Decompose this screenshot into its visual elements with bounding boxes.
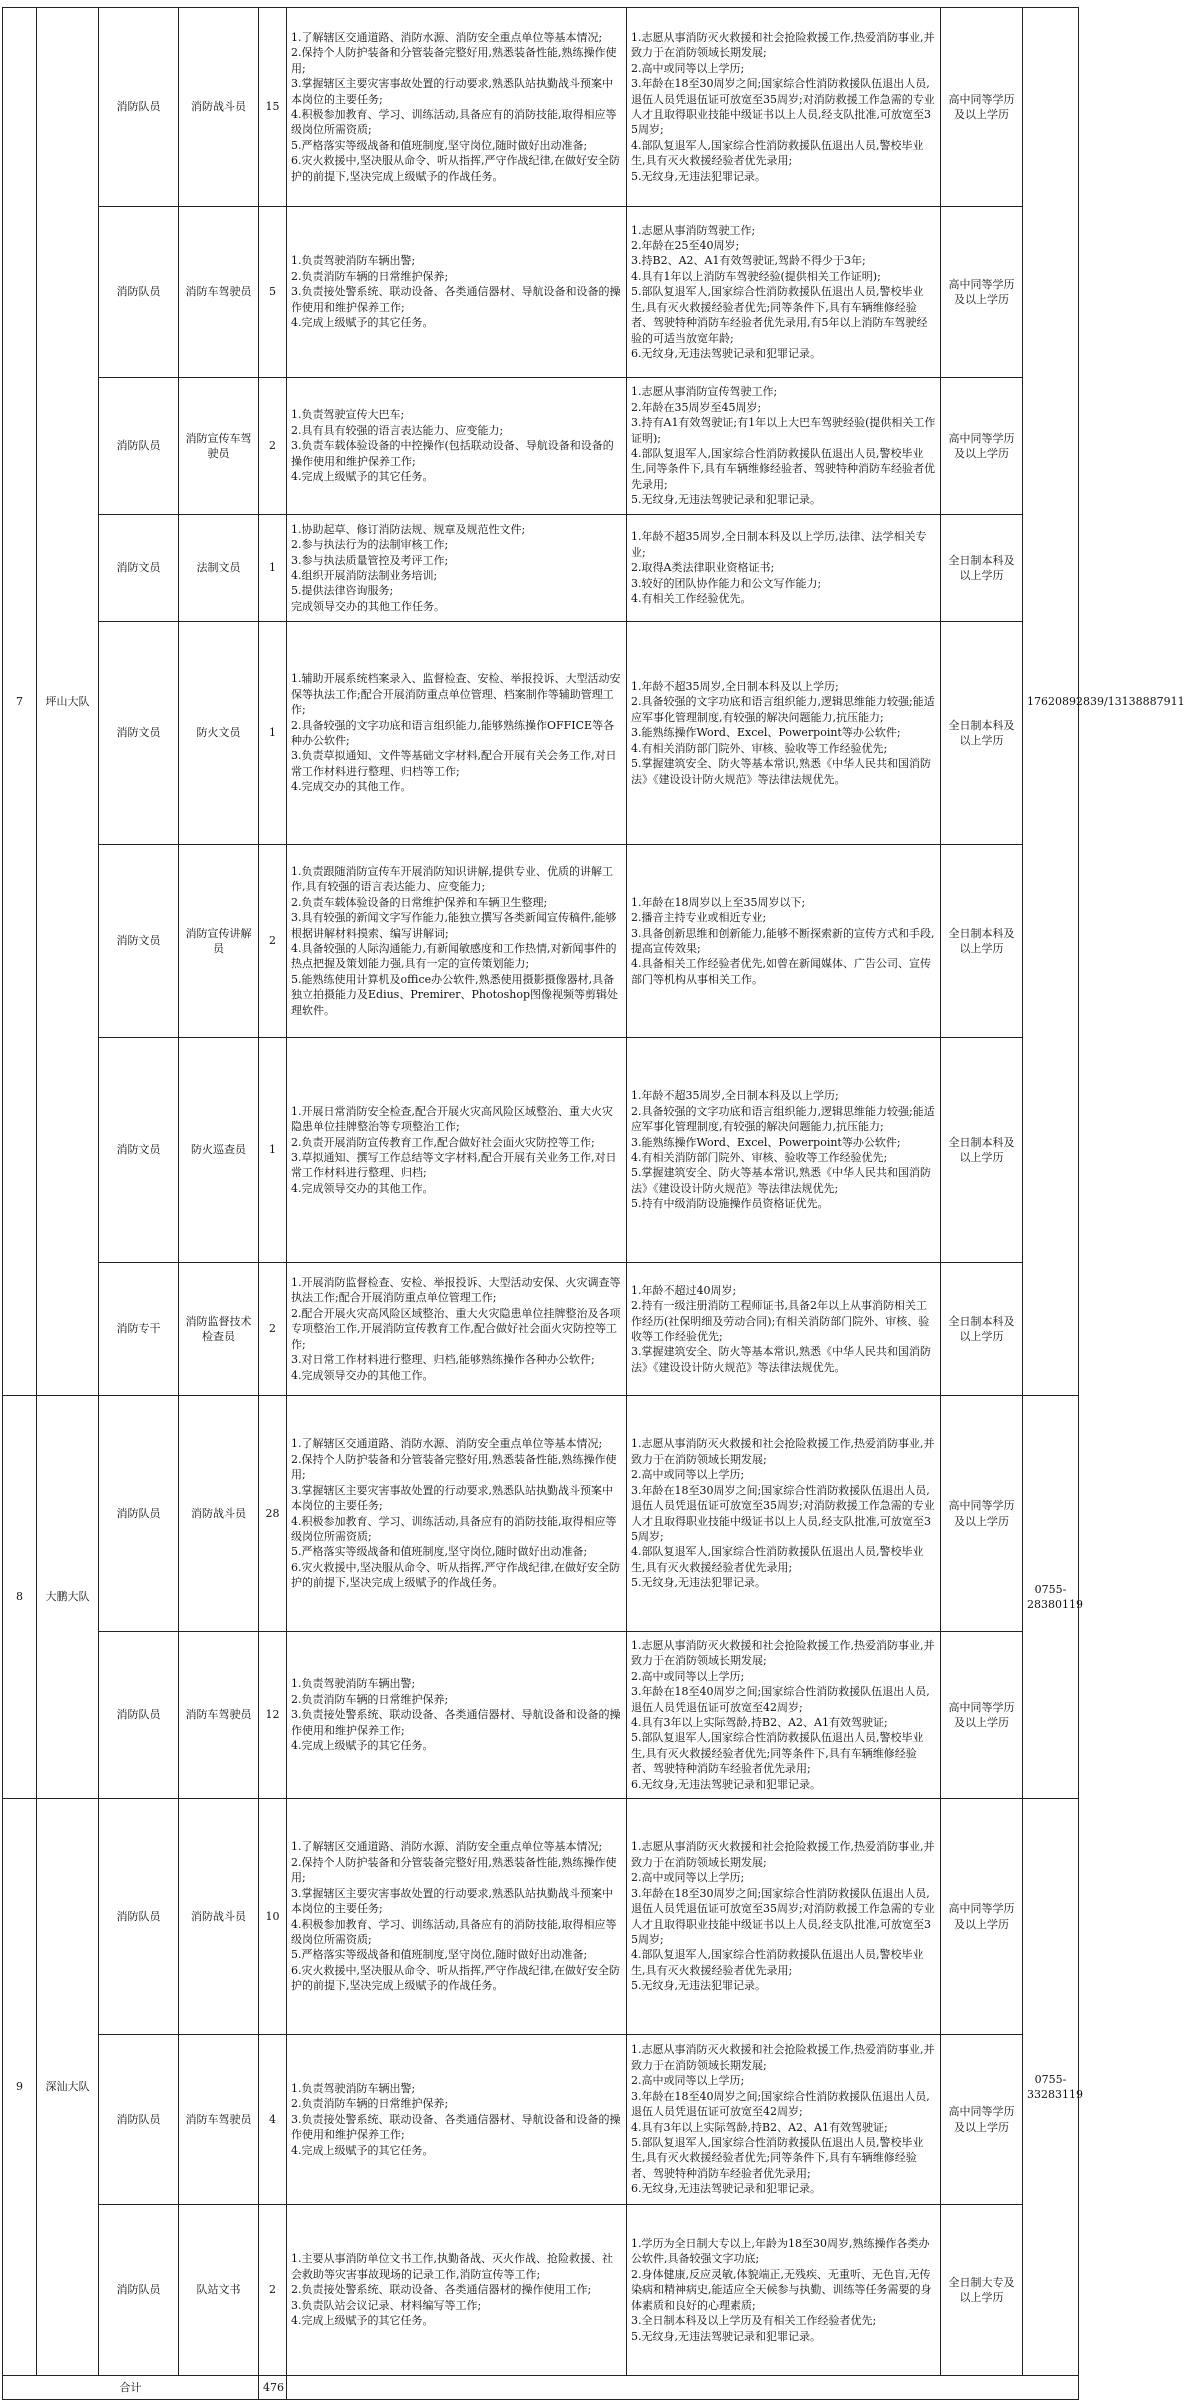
- post-requirements-line: 5.无纹身,无违法犯罪记录。: [631, 1576, 766, 1590]
- post-duties-line: 1.开展消防监督检查、安检、举报投诉、大型活动安保、火灾调查等执法工作;配合开展消防重点单位管理工作;: [291, 1276, 621, 1305]
- post-duties-line: 2.负责车载体验设备的日常维护保养和车辆卫生整理;: [291, 895, 548, 909]
- table-row: [3, 1632, 1079, 1799]
- post-education: 高中同等学历及以上学历: [941, 2035, 1023, 2205]
- post-requirements-line: 5.部队复退军人,国家综合性消防救援队伍退出人员,警校毕业生,具有灭火救援经验者优先;同等条件下,具有车辆维修经验者、驾驶特种消防车经验者优先录用;: [631, 2135, 924, 2180]
- post-duties-line: 1.了解辖区交通道路、消防水源、消防安全重点单位等基本情况;: [291, 30, 603, 44]
- table-row: [3, 845, 1079, 1038]
- post-requirements-line: 5.无纹身,无违法犯罪记录。: [631, 1979, 766, 1993]
- table-row: [3, 1038, 1079, 1263]
- post-requirements-line: 5.无纹身,无违法驾驶记录和犯罪记录。: [631, 493, 821, 507]
- post-duties-line: 5.严格落实等级战备和值班制度,坚守岗位,随时做好出动准备;: [291, 1948, 588, 1962]
- post-requirements-line: 3.能熟练操作Word、Excel、Powerpoint等办公软件;: [631, 1135, 901, 1149]
- team-name: 大鹏大队: [37, 1396, 99, 1799]
- post-duties-line: 6.灾火救援中,坚决服从命令、听从指挥,严守作战纪律,在做好安全防护的前提下,坚决完成上级赋予的作战任务。: [291, 1560, 620, 1590]
- table-row: [3, 515, 1079, 622]
- post-duties-line: 2.保持个人防护装备和分管装备完整好用,熟悉装备性能,熟练操作使用;: [291, 1855, 617, 1885]
- post-education: 高中同等学历及以上学历: [941, 1632, 1023, 1799]
- post-duties-line: 3.具有较强的新闻文字写作能力,能独立撰写各类新闻宣传稿件,能够根据讲解材料摸索、编写讲解词;: [291, 911, 617, 940]
- post-requirements-line: 3.年龄在18至30周岁之间;国家综合性消防救援队伍退出人员,退伍人员凭退伍证可放宽至35周岁;对消防救援工作急需的专业人才且取得职业技能中级证书以上人员,经支队批准,可放宽至35周岁;: [631, 77, 935, 137]
- post-requirements-line: 5.掌握建筑安全、防火等基本常识,熟悉《中华人民共和国消防法》《建设设计防火规范》等法律法规优先;: [631, 1166, 931, 1195]
- post-requirements-line: 1.年龄不超过40周岁;: [631, 1283, 737, 1297]
- post-duties-line: 2.负责开展消防宣传教育工作,配合做好社会面火灾防控等工作;: [291, 1135, 595, 1149]
- post-duties-line: 4.积极参加教育、学习、训练活动,具备应有的消防技能,取得相应等级岗位所需资质;: [291, 108, 617, 137]
- post-duties-line: 4.完成领导交办的其他工作。: [291, 1181, 434, 1195]
- post-requirements-line: 3.年龄在18至40周岁之间;国家综合性消防救援队伍退出人员,退伍人员凭退伍证可放宽至42周岁;: [631, 2089, 930, 2119]
- team-name: 深汕大队: [37, 1799, 99, 2376]
- recruitment-table: [2, 7, 1185, 2400]
- post-name: 消防车驾驶员: [179, 2035, 259, 2205]
- post-requirements-line: 4.有相关工作经验优先。: [631, 592, 752, 606]
- post-requirements-line: 2.高中或同等以上学历;: [631, 61, 745, 75]
- total-label: 合计: [3, 2376, 259, 2400]
- post-duties: [287, 622, 627, 845]
- post-duties-line: 6.灾火救援中,坚决服从命令、听从指挥,严守作战纪律,在做好安全防护的前提下,坚决完成上级赋予的作战任务。: [291, 154, 620, 183]
- post-requirements-line: 4.具备相关工作经验者优先,如曾在新闻媒体、广告公司、宣传部门等机构从事相关工作。: [631, 957, 931, 986]
- post-duties-line: 2.保持个人防护装备和分管装备完整好用,熟悉装备性能,熟练操作使用;: [291, 46, 617, 75]
- post-duties-line: 1.负责驾驶消防车辆出警;: [291, 2081, 416, 2095]
- post-duties-line: 1.了解辖区交通道路、消防水源、消防安全重点单位等基本情况;: [291, 1437, 603, 1451]
- post-duties: [287, 515, 627, 622]
- post-duties-line: 5.严格落实等级战备和值班制度,坚守岗位,随时做好出动准备;: [291, 138, 588, 152]
- post-duties: [287, 1263, 627, 1396]
- post-type: 消防文员: [99, 845, 179, 1038]
- post-requirements-line: 2.身体健康,反应灵敏,体貌端正,无残疾、无重听、无色盲,无传染病和精神病史,能适应全天候参与执勤、训练等任务需要的身体素质和良好的心理素质;: [631, 2267, 932, 2312]
- post-name: 消防宣传讲解员: [179, 845, 259, 1038]
- post-duties: [287, 1396, 627, 1632]
- post-requirements: [627, 8, 941, 207]
- post-requirements-line: 1.志愿从事消防灭火救援和社会抢险救援工作,热爱消防事业,并致力于在消防领域长期发展;: [631, 1638, 935, 1668]
- post-type: 消防队员: [99, 207, 179, 378]
- post-requirements: [627, 1038, 941, 1263]
- post-requirements-line: 4.有相关消防部门院外、审核、验收等工作经验优先;: [631, 741, 888, 755]
- post-requirements: [627, 2205, 941, 2376]
- table-row: [3, 1396, 1079, 1632]
- post-requirements-line: 1.学历为全日制大专以上,年龄为18至30周岁,熟练操作各类办公软件,具备较强文字功底;: [631, 2237, 930, 2266]
- post-duties-line: 1.主要从事消防单位文书工作,执勤备战、灭火作战、抢险救援、社会救助等灾害事故现场的记录工作,消防宣传等工作;: [291, 2252, 613, 2281]
- post-requirements-line: 1.志愿从事消防驾驶工作;: [631, 223, 756, 237]
- post-education: 全日制本科及以上学历: [941, 515, 1023, 622]
- post-count: 28: [259, 1396, 287, 1632]
- table-row: [3, 2035, 1079, 2205]
- post-requirements-line: 5.掌握建筑安全、防火等基本常识,熟悉《中华人民共和国消防法》《建设设计防火规范》等法律法规优先。: [631, 757, 931, 786]
- post-duties-line: 3.负责接处警系统、联动设备、各类通信器材、导航设备和设备的操作使用和维护保养工作;: [291, 285, 621, 314]
- post-requirements-line: 4.部队复退军人,国家综合性消防救援队伍退出人员,警校毕业生,同等条件下,具有车辆维修经验者、驾驶特种消防车经验者优先录用;: [631, 447, 935, 491]
- post-type: 消防专干: [99, 1263, 179, 1396]
- post-requirements-line: 1.志愿从事消防灭火救援和社会抢险救援工作,热爱消防事业,并致力于在消防领域长期发展;: [631, 1840, 935, 1869]
- post-count: 15: [259, 8, 287, 207]
- post-type: 消防队员: [99, 378, 179, 515]
- post-duties-line: 3.负责队站会议记录、材料编写等工作;: [291, 2298, 482, 2312]
- post-duties-line: 1.了解辖区交通道路、消防水源、消防安全重点单位等基本情况;: [291, 1840, 603, 1854]
- post-duties-line: 4.完成上级赋予的其它任务。: [291, 1739, 434, 1753]
- post-duties-line: 2.具备较强的文字功底和语言组织能力,能够熟练操作OFFICE等各种办公软件;: [291, 718, 615, 747]
- post-requirements-line: 3.持B2、A2、A1有效驾驶证,驾龄不得少于3年;: [631, 254, 866, 268]
- post-duties-line: 2.具有具有较强的语言表达能力、应变能力;: [291, 423, 504, 437]
- team-index: 7: [3, 8, 37, 1396]
- post-requirements: [627, 1263, 941, 1396]
- post-requirements-line: 4.部队复退军人,国家综合性消防救援队伍退出人员,警校毕业生,具有灭火救援经验者优先录用;: [631, 1545, 924, 1574]
- post-requirements-line: 1.志愿从事消防灭火救援和社会抢险救援工作,热爱消防事业,并致力于在消防领域长期发展;: [631, 2043, 935, 2072]
- post-requirements-line: 2.持有一级注册消防工程师证书,具备2年以上从事消防相关工作经历(社保明细及劳动合同);有相关消防部门院外、审核、验收等工作经验优先;: [631, 1299, 930, 1343]
- post-duties-line: 3.掌握辖区主要灾害事故处置的行动要求,熟悉队站执勤战斗预案中本岗位的主要任务;: [291, 1886, 613, 1916]
- team-phone: 17620892839/13138887911: [1023, 8, 1079, 1396]
- post-requirements-line: 2.年龄在25至40周岁;: [631, 239, 740, 253]
- post-duties-line: 5.能熟练使用计算机及office办公软件,熟悉使用摄影摄像器材,具备独立拍摄能力及Edius、Premirer、Photoshop图像视频等剪辑处理软件。: [291, 972, 619, 1017]
- post-duties-line: 2.保持个人防护装备和分管装备完整好用,熟悉装备性能,熟练操作使用;: [291, 1452, 617, 1482]
- post-requirements-line: 1.年龄在18周岁以上至35周岁以下;: [631, 895, 806, 909]
- post-requirements: [627, 378, 941, 515]
- post-requirements-line: 6.无纹身,无违法驾驶记录和犯罪记录。: [631, 1777, 821, 1791]
- post-count: 10: [259, 1799, 287, 2035]
- post-type: 消防文员: [99, 1038, 179, 1263]
- post-requirements-line: 1.年龄不超35周岁,全日制本科及以上学历;: [631, 1089, 839, 1103]
- post-duties-line: 4.完成上级赋予的其它任务。: [291, 2314, 434, 2328]
- team-phone: 0755-28380119: [1023, 1396, 1079, 1799]
- post-count: 2: [259, 1263, 287, 1396]
- post-duties-line: 6.灾火救援中,坚决服从命令、听从指挥,严守作战纪律,在做好安全防护的前提下,坚决完成上级赋予的作战任务。: [291, 1963, 620, 1993]
- total-row: [3, 2376, 1079, 2400]
- post-requirements-line: 5.持有中级消防设施操作员资格证优先。: [631, 1197, 829, 1211]
- post-count: 5: [259, 207, 287, 378]
- post-duties-line: 3.参与执法质量管控及考评工作;: [291, 553, 449, 567]
- post-requirements-line: 2.高中或同等以上学历;: [631, 2074, 745, 2088]
- post-duties-line: 4.完成上级赋予的其它任务。: [291, 470, 434, 484]
- post-count: 12: [259, 1632, 287, 1799]
- post-duties-line: 3.负责接处警系统、联动设备、各类通信器材、导航设备和设备的操作使用和维护保养工作;: [291, 2112, 621, 2142]
- post-count: 2: [259, 378, 287, 515]
- post-education: 全日制本科及以上学历: [941, 845, 1023, 1038]
- post-duties: [287, 845, 627, 1038]
- post-requirements-line: 6.无纹身,无违法驾驶记录和犯罪记录。: [631, 346, 821, 360]
- post-requirements-line: 5.部队复退军人,国家综合性消防救援队伍退出人员,警校毕业生,具有灭火救援经验者优先;同等条件下,具有车辆维修经验者、驾驶特种消防车经验者优先录用,有5年以上消防车驾驶经验的可适当放宽年龄;: [631, 285, 928, 345]
- post-type: 消防队员: [99, 1799, 179, 2035]
- post-duties: [287, 8, 627, 207]
- post-requirements-line: 3.掌握建筑安全、防火等基本常识,熟悉《中华人民共和国消防法》《建设设计防火规范》等法律法规优先。: [631, 1345, 931, 1374]
- team-name: 坪山大队: [37, 8, 99, 1396]
- post-duties-line: 3.掌握辖区主要灾害事故处置的行动要求,熟悉队站执勤战斗预案中本岗位的主要任务;: [291, 77, 613, 106]
- post-type: 消防队员: [99, 1396, 179, 1632]
- post-name: 防火巡查员: [179, 1038, 259, 1263]
- post-duties-line: 3.负责草拟通知、文件等基础文字材料,配合开展有关会务工作,对日常工作材料进行整理、归档等工作;: [291, 749, 617, 778]
- table-row: [3, 1799, 1079, 2035]
- post-education: 高中同等学历及以上学历: [941, 1799, 1023, 2035]
- post-count: 2: [259, 845, 287, 1038]
- post-name: 消防车驾驶员: [179, 1632, 259, 1799]
- post-education: 高中同等学历及以上学历: [941, 378, 1023, 515]
- post-count: 2: [259, 2205, 287, 2376]
- post-requirements-line: 5.部队复退军人,国家综合性消防救援队伍退出人员,警校毕业生,具有灭火救援经验者优先;同等条件下,具有车辆维修经验者、驾驶特种消防车经验者优先录用;: [631, 1731, 924, 1776]
- post-requirements-line: 1.年龄不超35周岁,全日制本科及以上学历;: [631, 680, 839, 694]
- post-requirements-line: 6.无纹身,无违法驾驶记录和犯罪记录。: [631, 2182, 821, 2196]
- post-requirements-line: 3.持有A1有效驾驶证;有1年以上大巴车驾驶经验(提供相关工作证明);: [631, 416, 936, 445]
- post-duties-line: 3.负责车载体验设备的中控操作(包括联动设备、导航设备和设备的操作使用和维护保养工作;: [291, 439, 614, 468]
- post-duties-line: 4.组织开展消防法制业务培训;: [291, 569, 438, 582]
- post-requirements-line: 5.无纹身,无违法犯罪记录。: [631, 169, 766, 183]
- post-duties-line: 4.完成领导交办的其他工作。: [291, 1368, 434, 1382]
- post-duties-line: 5.提供法律咨询服务;: [291, 584, 394, 598]
- post-duties-line: 1.开展日常消防安全检查,配合开展火灾高风险区域整治、重大火灾隐患单位挂牌整治等专项整治工作;: [291, 1104, 613, 1134]
- post-requirements-line: 2.高中或同等以上学历;: [631, 1669, 745, 1683]
- post-requirements-line: 2.年龄在35周岁至45周岁;: [631, 400, 762, 414]
- post-requirements-line: 4.部队复退军人,国家综合性消防救援队伍退出人员,警校毕业生,具有灭火救援经验者优先录用;: [631, 138, 924, 168]
- post-duties-line: 4.完成上级赋予的其它任务。: [291, 316, 434, 330]
- post-requirements: [627, 1632, 941, 1799]
- post-requirements-line: 2.高中或同等以上学历;: [631, 1871, 745, 1885]
- post-name: 消防车驾驶员: [179, 207, 259, 378]
- table-row: [3, 1263, 1079, 1396]
- table-row: [3, 207, 1079, 378]
- post-duties: [287, 2035, 627, 2205]
- post-requirements-line: 4.具有1年以上消防车驾驶经验(提供相关工作证明);: [631, 269, 881, 283]
- post-requirements: [627, 1799, 941, 2035]
- post-type: 消防文员: [99, 622, 179, 845]
- post-duties-line: 1.负责驾驶消防车辆出警;: [291, 1677, 416, 1691]
- post-duties: [287, 1799, 627, 2035]
- post-count: 4: [259, 2035, 287, 2205]
- post-requirements-line: 4.有相关消防部门院外、审核、验收等工作经验优先;: [631, 1151, 888, 1164]
- post-name: 防火文员: [179, 622, 259, 845]
- post-requirements-line: 3.具备创新思维和创新能力,能够不断探索新的宣传方式和手段,提高宣传效果;: [631, 926, 935, 955]
- post-requirements-line: 3.年龄在18至30周岁之间;国家综合性消防救援队伍退出人员,退伍人员凭退伍证可放宽至35周岁;对消防救援工作急需的专业人才且取得职业技能中级证书以上人员,经支队批准,可放宽至35周岁;: [631, 1483, 935, 1543]
- post-duties-line: 2.负责消防车辆的日常维护保养;: [291, 1692, 449, 1706]
- team-phone: 0755-33283119: [1023, 1799, 1079, 2376]
- table-row: [3, 8, 1079, 207]
- post-requirements-line: 4.部队复退军人,国家综合性消防救援队伍退出人员,警校毕业生,具有灭火救援经验者优先录用;: [631, 1948, 924, 1977]
- post-name: 消防战斗员: [179, 1799, 259, 2035]
- post-duties-line: 1.辅助开展系统档案录入、监督检查、安检、举报投诉、大型活动安保等执法工作;配合开展消防重点单位管理、档案制作等辅助管理工作;: [291, 672, 621, 717]
- post-type: 消防队员: [99, 1632, 179, 1799]
- post-type: 消防队员: [99, 2035, 179, 2205]
- post-education: 全日制本科及以上学历: [941, 1263, 1023, 1396]
- post-name: 消防宣传车驾驶员: [179, 378, 259, 515]
- post-requirements-line: 4.具有3年以上实际驾龄,持B2、A2、A1有效驾驶证;: [631, 2120, 888, 2134]
- post-education: 全日制本科及以上学历: [941, 622, 1023, 845]
- post-count: 1: [259, 622, 287, 845]
- post-duties-line: 2.负责消防车辆的日常维护保养;: [291, 2097, 449, 2111]
- post-requirements-line: 2.高中或同等以上学历;: [631, 1468, 745, 1482]
- post-name: 消防战斗员: [179, 1396, 259, 1632]
- post-requirements-line: 1.志愿从事消防宣传驾驶工作;: [631, 385, 778, 399]
- post-education: 全日制大专及以上学历: [941, 2205, 1023, 2376]
- post-requirements-line: 2.具备较强的文字功底和语言组织能力,逻辑思维能力较强;能适应军事化管理制度,有较强的解决问题能力,抗压能力;: [631, 695, 935, 724]
- post-duties-line: 4.完成交办的其他工作。: [291, 780, 412, 794]
- post-type: 消防文员: [99, 515, 179, 622]
- post-requirements-line: 2.播音主持专业或相近专业;: [631, 911, 767, 925]
- post-duties: [287, 1632, 627, 1799]
- post-requirements-line: 2.具备较强的文字功底和语言组织能力,逻辑思维能力较强;能适应军事化管理制度,有较强的解决问题能力,抗压能力;: [631, 1104, 935, 1134]
- post-duties: [287, 2205, 627, 2376]
- post-duties-line: 完成领导交办的其他工作任务。: [291, 599, 445, 613]
- post-duties-line: 2.配合开展火灾高风险区域整治、重大火灾隐患单位挂牌整治及各项专项整治工作,开展消防宣传教育工作,配合做好社会面火灾防控等工作;: [291, 1306, 621, 1351]
- table-row: [3, 2205, 1079, 2376]
- total-empty-cell: [287, 2376, 1079, 2400]
- post-duties-line: 4.积极参加教育、学习、训练活动,具备应有的消防技能,取得相应等级岗位所需资质;: [291, 1514, 617, 1543]
- post-requirements: [627, 622, 941, 845]
- post-duties: [287, 207, 627, 378]
- post-duties-line: 3.掌握辖区主要灾害事故处置的行动要求,熟悉队站执勤战斗预案中本岗位的主要任务;: [291, 1483, 613, 1513]
- post-duties-line: 5.严格落实等级战备和值班制度,坚守岗位,随时做好出动准备;: [291, 1545, 588, 1559]
- table-row: [3, 378, 1079, 515]
- post-education: 高中同等学历及以上学历: [941, 1396, 1023, 1632]
- team-index: 9: [3, 1799, 37, 2376]
- post-requirements: [627, 845, 941, 1038]
- post-duties-line: 1.负责驾驶消防车辆出警;: [291, 254, 416, 268]
- post-requirements: [627, 207, 941, 378]
- table-body: [3, 8, 1185, 2400]
- post-duties: [287, 378, 627, 515]
- post-duties-line: 3.对日常工作材料进行整理、归档,能够熟练操作各种办公软件;: [291, 1353, 595, 1367]
- post-name: 消防监督技术检查员: [179, 1263, 259, 1396]
- post-requirements-line: 3.全日制本科及以上学历及有相关工作经验者优先;: [631, 2314, 877, 2328]
- post-duties-line: 2.参与执法行为的法制审核工作;: [291, 538, 449, 552]
- total-value: 476: [259, 2376, 287, 2400]
- post-requirements-line: 3.年龄在18至40周岁之间;国家综合性消防救援队伍退出人员,退伍人员凭退伍证可放宽至42周岁;: [631, 1685, 930, 1714]
- post-duties-line: 3.草拟通知、撰写工作总结等文字材料,配合开展有关业务工作,对日常工作材料进行整理、归档;: [291, 1151, 617, 1180]
- post-education: 高中同等学历及以上学历: [941, 207, 1023, 378]
- post-duties-line: 3.负责接处警系统、联动设备、各类通信器材、导航设备和设备的操作使用和维护保养工作;: [291, 1708, 621, 1737]
- post-name: 法制文员: [179, 515, 259, 622]
- post-name: 队站文书: [179, 2205, 259, 2376]
- post-requirements: [627, 1396, 941, 1632]
- post-requirements-line: 3.年龄在18至30周岁之间;国家综合性消防救援队伍退出人员,退伍人员凭退伍证可放宽至35周岁;对消防救援工作急需的专业人才且取得职业技能中级证书以上人员,经支队批准,可放宽至35周岁;: [631, 1886, 935, 1946]
- post-education: 全日制本科及以上学历: [941, 1038, 1023, 1263]
- post-duties-line: 1.负责跟随消防宣传车开展消防知识讲解,提供专业、优质的讲解工作,具有较强的语言表达能力、应变能力;: [291, 864, 613, 894]
- table-row: [3, 622, 1079, 845]
- post-duties-line: 1.协助起草、修订消防法规、规章及规范性文件;: [291, 522, 526, 536]
- post-type: 消防队员: [99, 8, 179, 207]
- post-requirements-line: 3.较好的团队协作能力和公文写作能力;: [631, 576, 822, 590]
- post-requirements-line: 2.取得A类法律职业资格证书;: [631, 561, 775, 575]
- post-requirements-line: 4.具有3年以上实际驾龄,持B2、A2、A1有效驾驶证;: [631, 1716, 888, 1729]
- post-duties-line: 1.负责驾驶宣传大巴车;: [291, 408, 405, 422]
- post-duties-line: 4.具备较强的人际沟通能力,有新闻敏感度和工作热情,对新闻事件的热点把握及策划能力强,具有一定的宣传策划能力;: [291, 942, 617, 971]
- post-duties-line: 4.完成上级赋予的其它任务。: [291, 2143, 434, 2157]
- post-duties-line: 2.负责消防车辆的日常维护保养;: [291, 269, 449, 283]
- post-requirements-line: 1.志愿从事消防灭火救援和社会抢险救援工作,热爱消防事业,并致力于在消防领域长期发展;: [631, 1437, 935, 1466]
- post-duties-line: 2.负责接处警系统、联动设备、各类通信器材的操作使用工作;: [291, 2283, 592, 2297]
- post-count: 1: [259, 515, 287, 622]
- post-duties-line: 4.积极参加教育、学习、训练活动,具备应有的消防技能,取得相应等级岗位所需资质;: [291, 1917, 617, 1946]
- post-requirements-line: 1.志愿从事消防灭火救援和社会抢险救援工作,热爱消防事业,并致力于在消防领域长期发展;: [631, 30, 935, 60]
- post-type: 消防队员: [99, 2205, 179, 2376]
- team-index: 8: [3, 1396, 37, 1799]
- post-requirements-line: 1.年龄不超35周岁,全日制本科及以上学历,法律、法学相关专业;: [631, 530, 927, 559]
- post-requirements-line: 5.无纹身,无违法驾驶记录和犯罪记录。: [631, 2329, 821, 2343]
- post-duties: [287, 1038, 627, 1263]
- post-count: 1: [259, 1038, 287, 1263]
- post-requirements-line: 3.能熟练操作Word、Excel、Powerpoint等办公软件;: [631, 726, 901, 740]
- post-requirements: [627, 515, 941, 622]
- post-education: 高中同等学历及以上学历: [941, 8, 1023, 207]
- post-name: 消防战斗员: [179, 8, 259, 207]
- post-requirements: [627, 2035, 941, 2205]
